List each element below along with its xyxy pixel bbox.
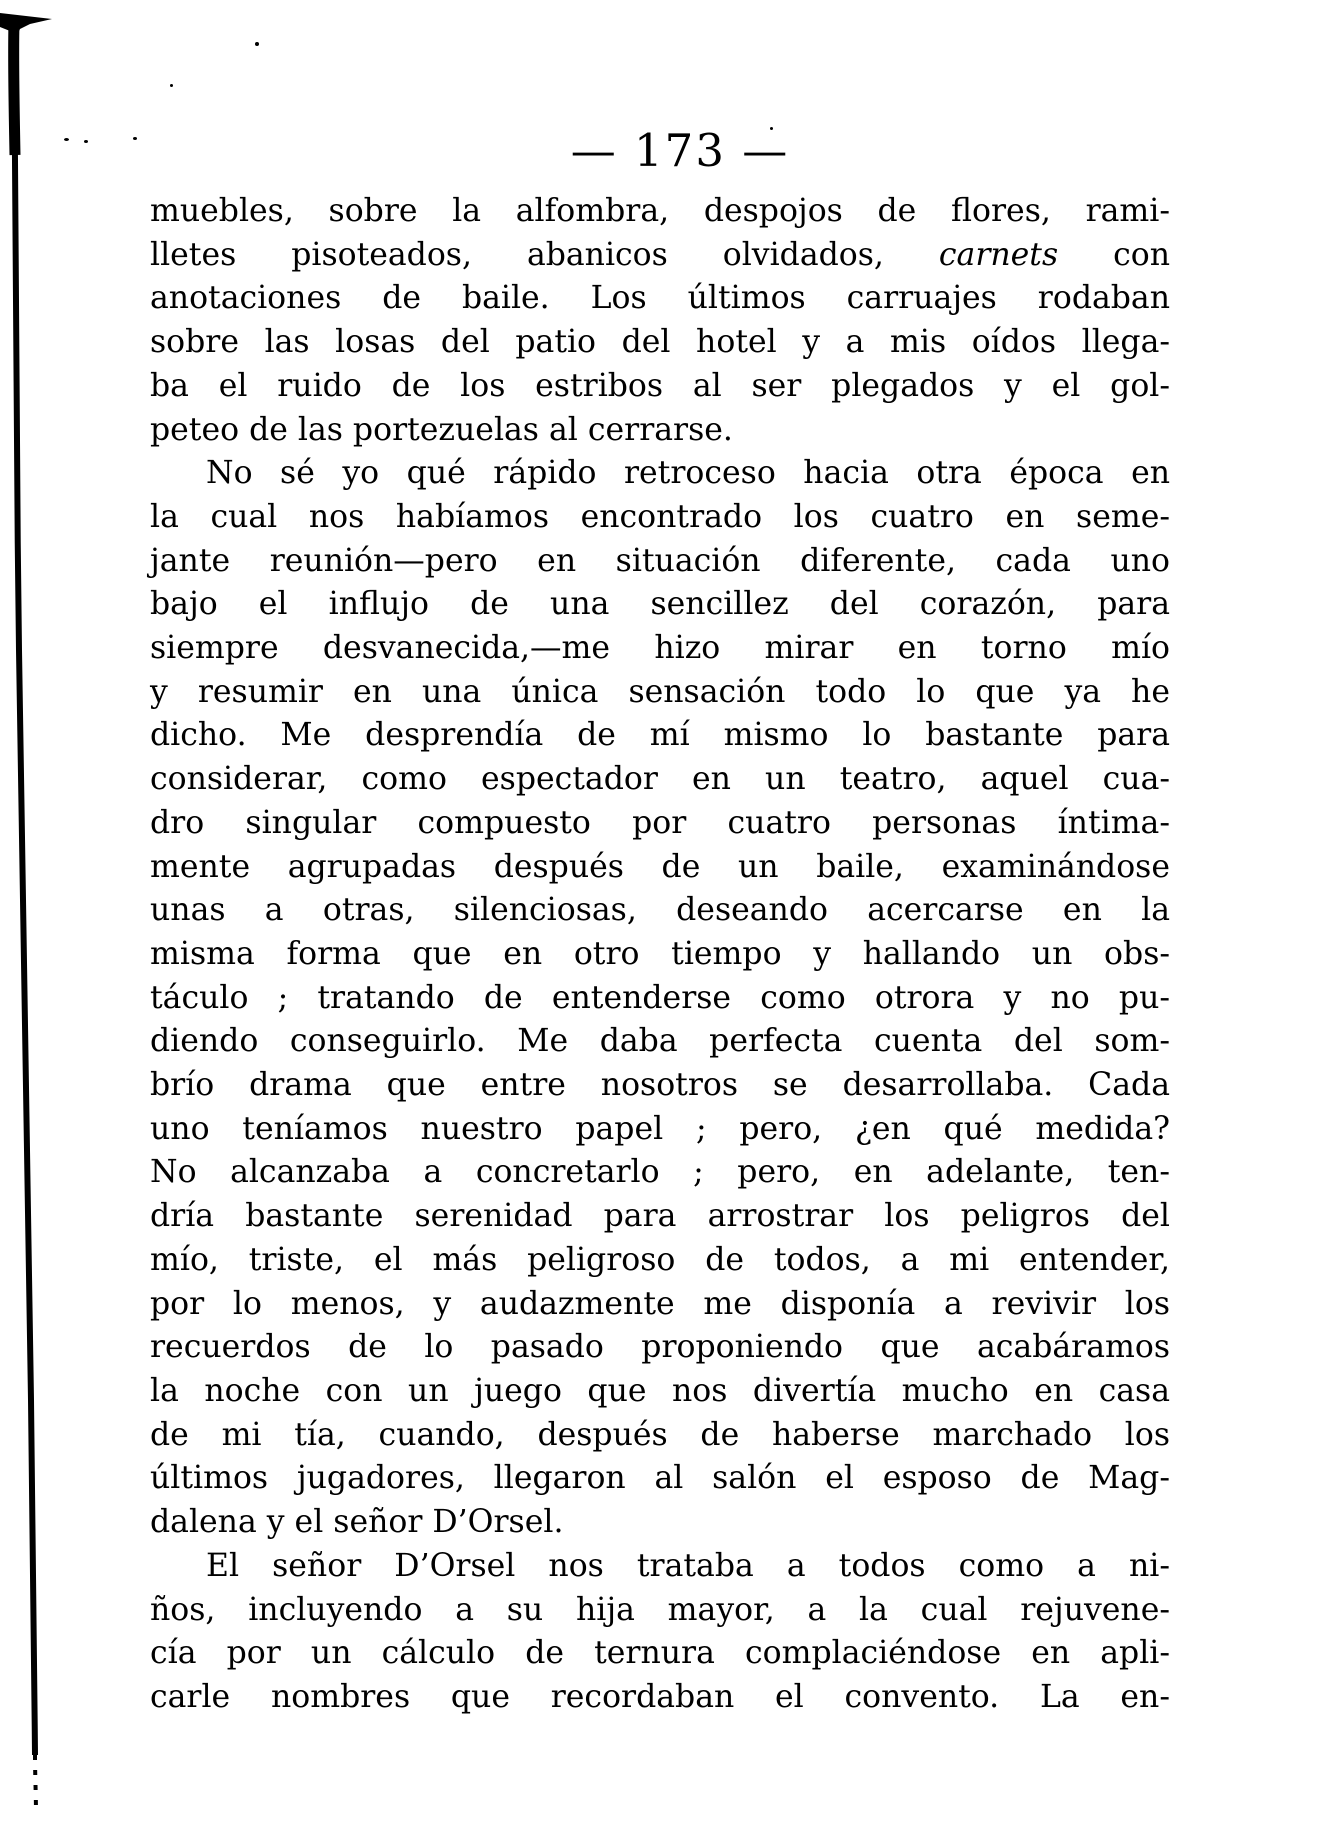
- text-line: recuerdos de lo pasado proponiendo que acabáramos: [150, 1329, 1170, 1366]
- text-line: misma forma que en otro tiempo y hallando un obs-: [150, 935, 1170, 972]
- text-line: la cual nos habíamos encontrado los cuatro en seme-: [150, 498, 1170, 535]
- paragraph: [150, 1545, 1170, 1720]
- text-line: brío drama que entre nosotros se desarrollaba. Cada: [150, 1067, 1170, 1104]
- text-line: peteo de las portezuelas al cerrarse.: [150, 411, 733, 448]
- text-segment: con: [1113, 236, 1170, 273]
- text-line: y resumir en una única sensación todo lo que ya he: [150, 673, 1170, 710]
- text-line: ba el ruido de los estribos al ser plegados y el gol-: [150, 367, 1170, 404]
- text-line: cía por un cálculo de ternura complaciéndose en apli-: [150, 1635, 1170, 1672]
- scan-speck: [133, 137, 137, 140]
- text-line: mío, triste, el más peligroso de todos, a mi entender,: [150, 1241, 1170, 1278]
- text-line: ños, incluyendo a su hija mayor, a la cual rejuvene-: [150, 1591, 1170, 1628]
- text-line: la noche con un juego que nos divertía mucho en casa: [150, 1372, 1170, 1409]
- text-line: bajo el influjo de una sencillez del corazón, para: [150, 586, 1170, 623]
- text-line: [150, 234, 1170, 278]
- text-line: por lo menos, y audazmente me disponía a revivir los: [150, 1285, 1170, 1322]
- text-line: últimos jugadores, llegaron al salón el esposo de Mag-: [150, 1460, 1170, 1497]
- scan-speck: [64, 138, 69, 141]
- text-line: jante reunión—pero en situación diferente, cada uno: [150, 542, 1170, 579]
- paragraph: [150, 452, 1170, 1545]
- body-text: [150, 190, 1170, 1720]
- text-line: mente agrupadas después de un baile, examinándose: [150, 848, 1170, 885]
- paragraph: [150, 190, 1170, 452]
- scan-speck: [170, 84, 173, 87]
- page-number-header: [150, 124, 1170, 177]
- text-line: diendo conseguirlo. Me daba perfecta cuenta del som-: [150, 1023, 1170, 1060]
- binding-shadow-artifact: [0, 0, 70, 1821]
- text-line: dría bastante serenidad para arrostrar los peligros del: [150, 1198, 1170, 1235]
- scan-speck: [84, 140, 88, 143]
- text-segment-italic: carnets: [938, 236, 1059, 273]
- page-number: — 173 —: [570, 124, 790, 177]
- text-line: de mi tía, cuando, después de haberse marchado los: [150, 1416, 1170, 1453]
- text-line: No alcanzaba a concretarlo ; pero, en adelante, ten-: [150, 1154, 1170, 1191]
- text-line: sobre las losas del patio del hotel y a mis oídos llega-: [150, 324, 1170, 361]
- text-line: uno teníamos nuestro papel ; pero, ¿en qué medida?: [150, 1110, 1170, 1147]
- text-line: siempre desvanecida,—me hizo mirar en torno mío: [150, 630, 1170, 667]
- text-line: muebles, sobre la alfombra, despojos de flores, rami-: [150, 193, 1170, 229]
- text-line: anotaciones de baile. Los últimos carruajes rodaban: [150, 280, 1170, 317]
- text-line: dicho. Me desprendía de mí mismo lo bastante para: [150, 717, 1170, 754]
- text-line: unas a otras, silenciosas, deseando acercarse en la: [150, 892, 1170, 929]
- text-line: dalena y el señor D’Orsel.: [150, 1504, 564, 1541]
- scan-speck: [255, 42, 259, 46]
- text-line: táculo ; tratando de entenderse como otrora y no pu-: [150, 979, 1170, 1016]
- text-segment: lletes pisoteados, abanicos olvidados,: [150, 236, 884, 273]
- text-line: El señor D’Orsel nos trataba a todos como a ni-: [206, 1547, 1170, 1584]
- text-line: considerar, como espectador en un teatro, aquel cua-: [150, 761, 1170, 798]
- text-line: dro singular compuesto por cuatro personas íntima-: [150, 804, 1170, 841]
- text-line: carle nombres que recordaban el convento. La en-: [150, 1678, 1170, 1715]
- text-line: No sé yo qué rápido retroceso hacia otra época en: [206, 455, 1170, 492]
